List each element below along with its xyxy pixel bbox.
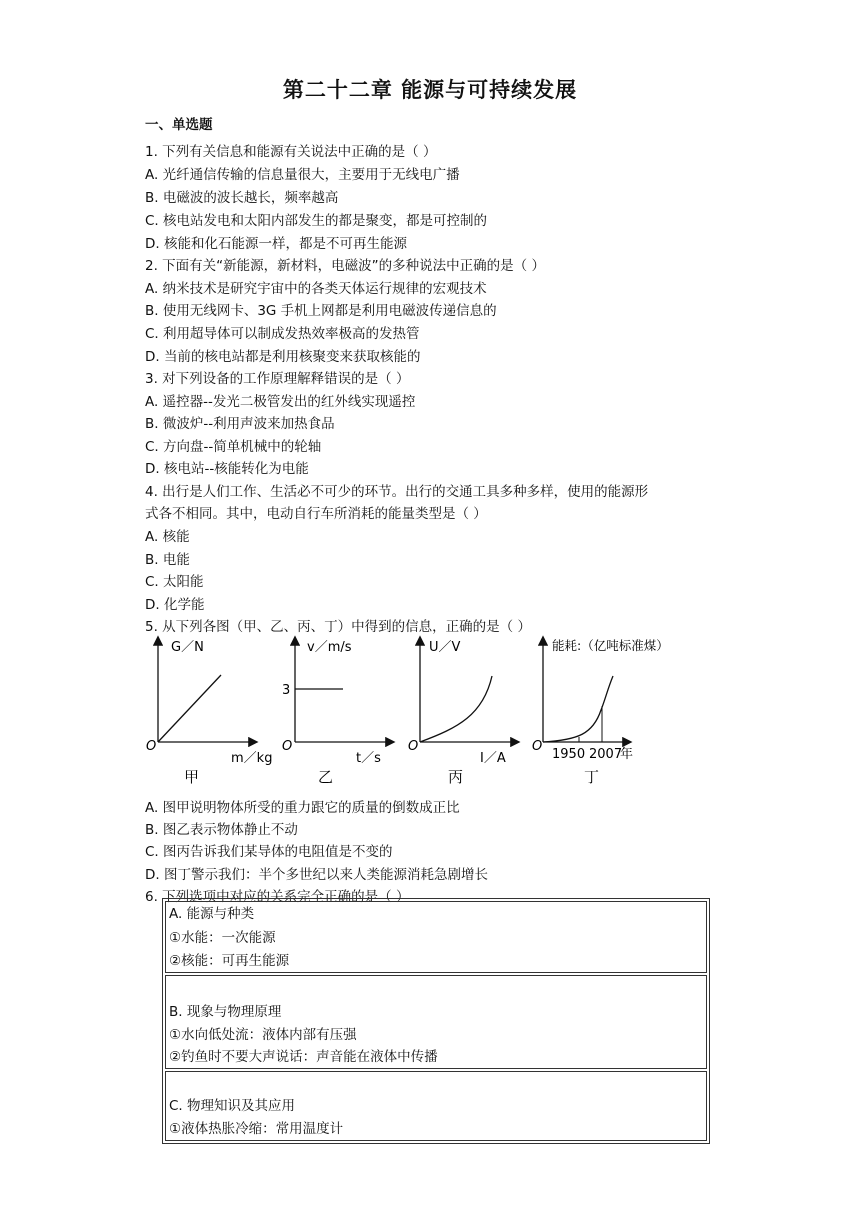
table-cell-b (165, 975, 707, 1069)
ding-tick1-label: 1950 (552, 747, 586, 762)
text-line: D. 核能和化石能源一样，都是不可再生能源 (145, 236, 407, 252)
ding-caption: 丁 (584, 768, 600, 786)
text-line: 6. 下列选项中对应的关系完全正确的是（ ） (145, 889, 410, 905)
table-cell-a (165, 901, 707, 973)
question-5-graphs (138, 630, 698, 790)
cell-heading: C. 物理知识及其应用 (169, 1098, 296, 1114)
text-line: 4. 出行是人们工作、生活必不可少的环节。出行的交通工具多种多样，使用的能源形 (145, 484, 649, 500)
yi-xlabel: t／s (356, 751, 381, 766)
text-line: D. 核电站--核能转化为电能 (145, 461, 309, 477)
text-line: C. 方向盘--简单机械中的轮轴 (145, 439, 322, 455)
bing-caption: 丙 (448, 768, 464, 786)
table-cell-c (165, 1071, 707, 1141)
text-line: B. 微波炉--利用声波来加热食品 (145, 416, 335, 432)
text-line: B. 电磁波的波长越长，频率越高 (145, 190, 339, 206)
bing-origin: O (408, 739, 419, 754)
text-line: B. 图乙表示物体静止不动 (145, 822, 298, 838)
text-line: 2. 下面有关“新能源，新材料，电磁波”的多种说法中正确的是（ ） (145, 258, 545, 274)
section-heading: 一、单选题 (145, 117, 213, 133)
text-line: A. 核能 (145, 529, 190, 545)
text-line: A. 图甲说明物体所受的重力跟它的质量的倒数成正比 (145, 800, 460, 816)
yi-caption: 乙 (318, 768, 334, 786)
cell-item: ①液体热胀冷缩：常用温度计 (169, 1121, 344, 1137)
cell-heading: B. 现象与物理原理 (169, 1004, 282, 1020)
cell-heading: A. 能源与种类 (169, 906, 255, 922)
cell-item: ①水向低处流：液体内部有压强 (169, 1027, 357, 1043)
bing-ylabel: U／V (429, 640, 461, 655)
jia-xlabel: m／kg (231, 751, 273, 766)
graph-ding (532, 638, 669, 786)
bing-curve (420, 676, 492, 742)
text-line: A. 遥控器--发光二极管发出的红外线实现遥控 (145, 394, 416, 410)
text-line: D. 当前的核电站都是利用核聚变来获取核能的 (145, 349, 421, 365)
ding-origin: O (532, 739, 543, 754)
yi-tick: 3 (282, 683, 291, 698)
question-6-table (162, 898, 710, 1144)
ding-tick2-label: 2007 (589, 747, 623, 762)
text-line: D. 化学能 (145, 597, 205, 613)
bing-xlabel: I／A (480, 751, 506, 766)
graph-bing (408, 638, 518, 786)
text-line: 3. 对下列设备的工作原理解释错误的是（ ） (145, 371, 410, 387)
jia-line (158, 675, 221, 742)
text-line: C. 太阳能 (145, 574, 204, 590)
text-line: 5. 从下列各图（甲、乙、丙、丁）中得到的信息，正确的是（ ） (145, 619, 531, 635)
ding-ylabel: 能耗:（亿吨标准煤） (552, 638, 669, 653)
text-line: C. 图丙告诉我们某导体的电阻值是不变的 (145, 844, 393, 860)
text-line: D. 图丁警示我们：半个多世纪以来人类能源消耗急剧增长 (145, 867, 488, 883)
text-line: B. 使用无线网卡、3G 手机上网都是利用电磁波传递信息的 (145, 303, 497, 319)
text-line: C. 核电站发电和太阳内部发生的都是聚变，都是可控制的 (145, 213, 488, 229)
text-line: B. 电能 (145, 552, 190, 568)
page-title: 第二十二章 能源与可持续发展 (282, 78, 578, 102)
text-line: A. 光纤通信传输的信息量很大，主要用于无线电广播 (145, 167, 460, 183)
cell-item: ②钓鱼时不要大声说话：声音能在液体中传播 (169, 1049, 438, 1065)
cell-item: ②核能：可再生能源 (169, 953, 290, 969)
graphs-svg (138, 630, 698, 790)
text-line: A. 纳米技术是研究宇宙中的各类天体运行规律的宏观技术 (145, 281, 487, 297)
yi-origin: O (282, 739, 293, 754)
jia-origin: O (146, 739, 157, 754)
text-line: C. 利用超导体可以制成发热效率极高的发热管 (145, 326, 420, 342)
jia-caption: 甲 (184, 768, 200, 786)
text-line: 1. 下列有关信息和能源有关说法中正确的是（ ） (145, 144, 437, 160)
graph-jia (146, 638, 272, 786)
graph-yi (282, 638, 393, 786)
cell-item: ①水能：一次能源 (169, 930, 276, 946)
yi-ylabel: v／m/s (307, 640, 352, 655)
text-line: 式各不相同。其中，电动自行车所消耗的能量类型是（ ） (145, 506, 487, 522)
jia-ylabel: G／N (171, 640, 204, 655)
ding-xunit: 年 (620, 747, 634, 762)
